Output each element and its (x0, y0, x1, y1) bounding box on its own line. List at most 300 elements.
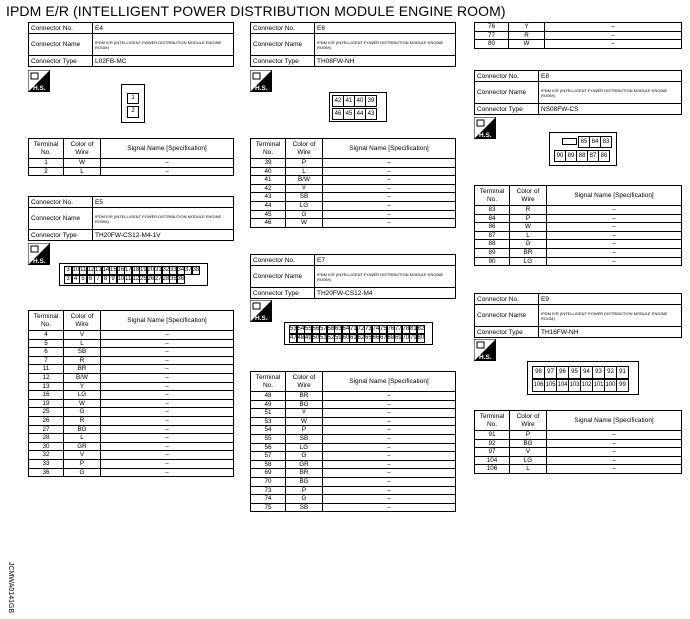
terminal-no: 28 (29, 434, 64, 443)
pin: 101 (592, 379, 605, 392)
wire-color: GR (286, 460, 323, 469)
pin: 105 (544, 379, 557, 392)
label-connector-name: Connector Name (29, 34, 93, 56)
wire-color: Y (509, 23, 545, 32)
terminal-no: 41 (251, 176, 286, 185)
label-connector-type: Connector Type (29, 230, 93, 241)
connector-e5-face (59, 263, 208, 286)
terminal-no: 49 (251, 400, 286, 409)
label-connector-type: Connector Type (475, 327, 539, 338)
connector-e9-terminal-table (474, 410, 682, 474)
connector-e6-face (329, 92, 387, 122)
signal-name: – (101, 434, 234, 443)
pin: 72 (357, 326, 365, 332)
signal-name: – (101, 365, 234, 374)
signal-name: – (323, 452, 456, 461)
terminal-no: 104 (475, 456, 510, 465)
table-row (251, 434, 456, 443)
pin: 13 (95, 267, 102, 273)
pin: 41 (343, 95, 355, 107)
label-connector-no: Connector No. (251, 23, 315, 34)
connector-name-value: IPDM E/R (INTELLIGENT POWER DISTRIBUTION MODULE ENGINE ROOM) (539, 82, 682, 104)
table-row (251, 452, 456, 461)
terminal-no: 88 (475, 240, 510, 249)
table-row (29, 451, 234, 460)
signal-name: – (101, 348, 234, 357)
table-row (251, 443, 456, 452)
terminal-no: 40 (251, 167, 286, 176)
pin: 88 (576, 150, 588, 162)
pin: 95 (568, 366, 581, 379)
signal-name: – (101, 331, 234, 340)
pin: 45 (343, 108, 355, 120)
label-connector-name: Connector Name (251, 34, 315, 56)
pin: 19 (140, 267, 147, 273)
wire-color: P (64, 459, 101, 468)
header-color-of-wire: Color of Wire (286, 372, 323, 392)
wire-color: L (510, 231, 547, 240)
terminal-no: 25 (29, 408, 64, 417)
table-row (29, 339, 234, 348)
signal-name: – (323, 219, 456, 228)
wire-color: LG (510, 257, 547, 266)
terminal-no: 30 (29, 442, 64, 451)
signal-name: – (101, 356, 234, 365)
pin: 56 (312, 326, 320, 332)
signal-name: – (547, 231, 682, 240)
signal-name: – (547, 223, 682, 232)
pin: 74 (372, 326, 380, 332)
terminal-no: 36 (29, 468, 64, 477)
signal-name: – (547, 456, 682, 465)
pin: 6 (87, 275, 95, 284)
connector-no-value: E4 (93, 23, 234, 34)
pin: 59 (335, 335, 342, 341)
signal-name: – (547, 206, 682, 215)
pin: 73 (365, 326, 372, 332)
wire-color: Y (286, 184, 323, 193)
table-row (251, 495, 456, 504)
connector-no-value: E8 (539, 71, 682, 82)
signal-name: – (101, 425, 234, 434)
pin: 4 (72, 275, 80, 284)
pin: 91 (616, 366, 629, 379)
signal-name: – (323, 392, 456, 401)
pin: 61 (350, 335, 357, 341)
terminal-no: 55 (251, 434, 286, 443)
signal-name: – (323, 193, 456, 202)
terminal-no: 91 (475, 431, 510, 440)
wire-color: G (286, 452, 323, 461)
pin: 48 (297, 335, 305, 341)
table-row (475, 248, 682, 257)
pin: 89 (565, 150, 577, 162)
pin: 65 (365, 335, 372, 341)
connector-no-value: E9 (539, 294, 682, 305)
header-signal-name: Signal Name [Specification] (101, 139, 234, 159)
wire-color: BG (510, 439, 547, 448)
wire-color: L (510, 465, 547, 474)
signal-name: – (547, 439, 682, 448)
wire-color: LG (286, 443, 323, 452)
table-header (251, 372, 456, 392)
pin: 52 (327, 335, 335, 341)
signal-name: – (101, 339, 234, 348)
label-connector-no: Connector No. (251, 255, 315, 266)
pin: 66 (372, 335, 380, 341)
pin: 37 (185, 267, 192, 273)
wire-color: SB (286, 434, 323, 443)
pin: 10 (72, 267, 80, 273)
harness-side-icon (28, 243, 50, 265)
pin: 98 (532, 366, 545, 379)
table-row (251, 469, 456, 478)
connector-e7-face (284, 322, 433, 345)
header-terminal-no: Terminal No. (475, 411, 510, 431)
terminal-no: 46 (251, 219, 286, 228)
table-row (29, 391, 234, 400)
table-header (251, 139, 456, 159)
pin: 57 (320, 326, 327, 332)
pin: 104 (556, 379, 569, 392)
signal-name: – (101, 442, 234, 451)
pin: 79 (410, 335, 417, 341)
terminal-no: 70 (251, 477, 286, 486)
label-connector-type: Connector Type (251, 288, 315, 299)
signal-name: – (547, 465, 682, 474)
wire-color: R (510, 206, 547, 215)
terminal-no: 97 (475, 448, 510, 457)
pin: 96 (556, 366, 569, 379)
signal-name: – (323, 201, 456, 210)
harness-side-icon (250, 70, 272, 92)
wire-color: BR (286, 392, 323, 401)
pin: 84 (589, 136, 601, 148)
signal-name: – (547, 257, 682, 266)
pin: 64 (342, 326, 350, 332)
signal-name: – (101, 373, 234, 382)
harness-side-icon (28, 70, 50, 92)
table-row (251, 392, 456, 401)
wire-color: Y (286, 409, 323, 418)
wire-color: P (286, 426, 323, 435)
connector-e9-face (527, 361, 639, 395)
connector-name-value: IPDM E/R (INTELLIGENT POWER DISTRIBUTION MODULE ENGINE ROOM) (315, 34, 456, 56)
table-row (475, 257, 682, 266)
pin: 63 (335, 326, 342, 332)
pin: 27 (155, 276, 162, 282)
terminal-no: 89 (475, 248, 510, 257)
harness-side-icon (250, 300, 272, 322)
pin: 102 (580, 379, 593, 392)
wire-color: R (64, 416, 101, 425)
table-row (29, 348, 234, 357)
pin: 44 (354, 108, 366, 120)
connector-type-value: NS08FW-CS (539, 104, 682, 115)
label-connector-type: Connector Type (475, 104, 539, 115)
wire-color: V (510, 448, 547, 457)
connector-no-value: E7 (315, 255, 456, 266)
table-row (29, 459, 234, 468)
pin: 69 (395, 335, 402, 341)
terminal-no: 73 (251, 486, 286, 495)
connector-type-value: TH20FW-CS12-M4-1V (93, 230, 234, 241)
wire-color: R (509, 31, 545, 40)
terminal-no: 11 (29, 365, 64, 374)
pin: 77 (395, 326, 402, 332)
wire-color: L (286, 167, 323, 176)
wire-color: R (64, 356, 101, 365)
wire-color: P (510, 214, 547, 223)
wire-color: BR (510, 248, 547, 257)
signal-name: – (547, 448, 682, 457)
label-connector-name: Connector Name (251, 266, 315, 288)
pin: 94 (580, 366, 593, 379)
signal-name: – (323, 443, 456, 452)
wire-color: BG (64, 425, 101, 434)
signal-name: – (547, 248, 682, 257)
table-row (29, 356, 234, 365)
harness-side-icon (474, 117, 496, 139)
terminal-no: 54 (251, 426, 286, 435)
signal-name: – (323, 184, 456, 193)
table-row (251, 193, 456, 202)
wire-color: L (64, 167, 101, 176)
pin: 93 (592, 366, 605, 379)
wire-color: W (64, 399, 101, 408)
label-connector-no: Connector No. (475, 294, 539, 305)
signal-name: – (545, 23, 682, 32)
table-row (475, 40, 682, 49)
terminal-no: 26 (29, 416, 64, 425)
table-row (475, 448, 682, 457)
signal-name: – (545, 40, 682, 49)
wire-color: LG (64, 391, 101, 400)
header-signal-name: Signal Name [Specification] (323, 139, 456, 159)
pin: 5 (79, 275, 87, 284)
wire-color: L (64, 434, 101, 443)
pin: 53 (290, 326, 297, 332)
wire-color: LG (286, 201, 323, 210)
terminal-no: 51 (251, 409, 286, 418)
terminal-no: 43 (251, 193, 286, 202)
pin: 17 (125, 267, 132, 273)
header-terminal-no: Terminal No. (251, 139, 286, 159)
table-row (251, 477, 456, 486)
pin: 43 (365, 108, 377, 120)
signal-name: – (323, 159, 456, 168)
pin: 75 (380, 326, 387, 332)
label-connector-type: Connector Type (251, 56, 315, 67)
connector-name-value: IPDM E/R (INTELLIGENT POWER DISTRIBUTION MODULE ENGINE ROOM) (93, 34, 234, 56)
table-row (251, 426, 456, 435)
table-row (251, 201, 456, 210)
terminal-no: 83 (475, 206, 510, 215)
table-row (251, 184, 456, 193)
wire-color: W (509, 40, 545, 49)
connector-e8-face (549, 132, 617, 166)
table-row (251, 400, 456, 409)
pin: 3 (64, 266, 72, 275)
pin: 33 (170, 267, 177, 273)
terminal-no: 45 (251, 210, 286, 219)
pin: 34 (177, 267, 185, 273)
signal-name: – (101, 408, 234, 417)
wire-color: V (64, 331, 101, 340)
label-connector-name: Connector Name (29, 208, 93, 230)
table-row (29, 167, 234, 176)
pin: 60 (342, 335, 350, 341)
wire-color: BR (64, 365, 101, 374)
connector-type-value: TH16FW-NH (539, 327, 682, 338)
signal-name: – (101, 416, 234, 425)
connector-e6-info (250, 22, 456, 67)
connector-e8-info (474, 70, 682, 115)
pin: 71 (350, 326, 357, 332)
table-row (29, 442, 234, 451)
terminal-no: 69 (251, 469, 286, 478)
table-row (251, 219, 456, 228)
table-header (475, 186, 682, 206)
pin: 39 (365, 95, 377, 107)
table-header (29, 139, 234, 159)
pin: 38 (192, 267, 200, 273)
header-color-of-wire: Color of Wire (510, 411, 547, 431)
signal-name: – (323, 176, 456, 185)
wire-color: G (286, 495, 323, 504)
table-row (29, 373, 234, 382)
signal-name: – (323, 486, 456, 495)
terminal-no: 48 (251, 392, 286, 401)
connector-type-value: L02FB-MC (93, 56, 234, 67)
pin: 8 (102, 275, 110, 284)
table-row (251, 167, 456, 176)
wire-color: GR (64, 442, 101, 451)
pin: 9 (109, 275, 117, 284)
terminal-no: 90 (475, 257, 510, 266)
terminal-no: 53 (251, 417, 286, 426)
table-row (29, 331, 234, 340)
pin: 99 (616, 379, 629, 392)
pin: 68 (387, 335, 395, 341)
pin: 58 (327, 326, 335, 332)
connector-e6-terminal-table (250, 138, 456, 228)
table-row (475, 439, 682, 448)
signal-name: – (101, 167, 234, 176)
wire-color: BR (286, 469, 323, 478)
terminal-no: 76 (475, 23, 509, 32)
pin: 50 (312, 335, 320, 341)
pin: 85 (578, 136, 590, 148)
connector-e4-terminal-table (28, 138, 234, 176)
pin: 10 (117, 276, 125, 282)
pin: 62 (357, 335, 365, 341)
pin: 92 (604, 366, 617, 379)
page-title: IPDM E/R (INTELLIGENT POWER DISTRIBUTION MODULE ENGINE ROOM) (6, 3, 506, 19)
terminal-no: 75 (251, 503, 286, 512)
wire-color: BG (286, 477, 323, 486)
table-row (475, 456, 682, 465)
header-signal-name: Signal Name [Specification] (547, 186, 682, 206)
table-row (475, 214, 682, 223)
signal-name: – (101, 451, 234, 460)
harness-side-icon (474, 339, 496, 361)
connector-latch (562, 138, 577, 145)
pin: 42 (332, 95, 344, 107)
pin: 82 (417, 326, 425, 332)
pin: 36 (177, 276, 185, 282)
svg-text:H.S.: H.S. (479, 354, 492, 361)
signal-name: – (101, 468, 234, 477)
terminal-no: 16 (29, 391, 64, 400)
wire-color: W (286, 417, 323, 426)
header-color-of-wire: Color of Wire (510, 186, 547, 206)
svg-text:H.S.: H.S. (255, 85, 268, 92)
pin: 31 (155, 267, 162, 273)
pin: 2 (127, 106, 139, 118)
connector-e5-info (28, 196, 234, 241)
pin: 86 (598, 150, 610, 162)
pin: 12 (132, 276, 140, 282)
pin: 51 (320, 335, 327, 341)
table-row (251, 486, 456, 495)
signal-name: – (323, 167, 456, 176)
wire-color: G (510, 240, 547, 249)
signal-name: – (323, 434, 456, 443)
label-connector-no: Connector No. (475, 71, 539, 82)
svg-text:H.S.: H.S. (255, 315, 268, 322)
connector-e7-terminal-table-continued (474, 22, 682, 49)
table-row (29, 365, 234, 374)
signal-name: – (323, 400, 456, 409)
signal-name: – (323, 409, 456, 418)
signal-name: – (101, 391, 234, 400)
terminal-no: 42 (251, 184, 286, 193)
header-terminal-no: Terminal No. (29, 139, 64, 159)
terminal-no: 5 (29, 339, 64, 348)
pin: 103 (568, 379, 581, 392)
signal-name: – (547, 240, 682, 249)
terminal-no: 92 (475, 439, 510, 448)
label-connector-type: Connector Type (29, 56, 93, 67)
terminal-no: 12 (29, 373, 64, 382)
wire-color: BG (286, 400, 323, 409)
wire-color: SB (286, 503, 323, 512)
table-row (475, 231, 682, 240)
wire-color: V (64, 451, 101, 460)
terminal-no: 80 (475, 40, 509, 49)
pin: 47 (290, 335, 297, 341)
header-signal-name: Signal Name [Specification] (323, 372, 456, 392)
pin: 1 (127, 93, 139, 104)
table-row (29, 416, 234, 425)
table-row (29, 408, 234, 417)
pin: 3 (64, 275, 72, 284)
table-row (29, 382, 234, 391)
table-row (475, 431, 682, 440)
wire-color: L (64, 339, 101, 348)
terminal-no: 7 (29, 356, 64, 365)
terminal-no: 77 (475, 31, 509, 40)
pin: 49 (305, 335, 312, 341)
pin: 11 (125, 276, 132, 282)
table-row (29, 399, 234, 408)
svg-text:H.S.: H.S. (33, 85, 46, 92)
terminal-no: 19 (29, 399, 64, 408)
wire-color: Y (64, 382, 101, 391)
svg-text:H.S.: H.S. (479, 132, 492, 139)
table-row (475, 31, 682, 40)
